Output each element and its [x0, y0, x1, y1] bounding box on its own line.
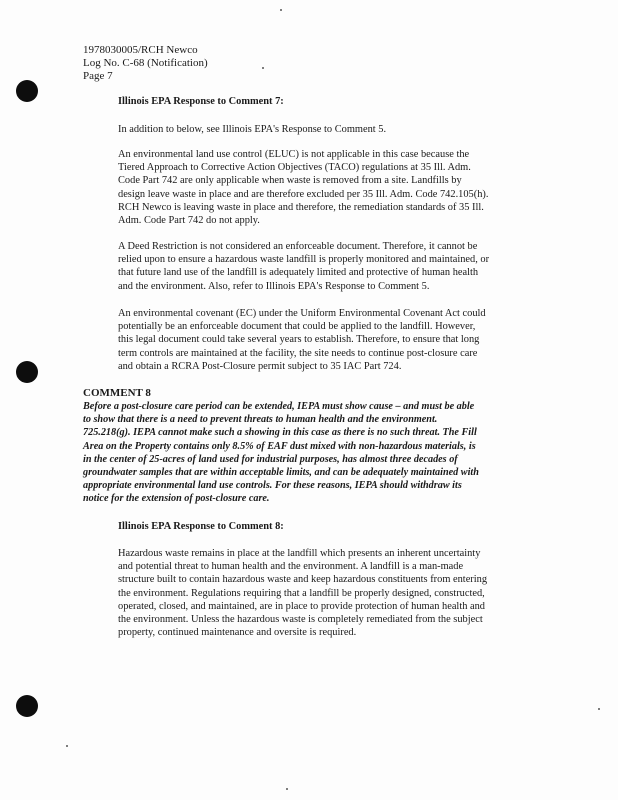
paragraph-text: An environmental covenant (EC) under the Uniform Environmental Covenant Act could potentially be an enforceable document that could be applied to the landfill. However, this legal document could take several years to establish. Therefore, to ensure that long term controls are maintained at the facility, the site needs to continue post-closure care and obtain a RCRA Post-Closure permit subject to 35 IAC Part 724.: [118, 308, 486, 372]
comment-8-text: Before a post-closure care period can be extended, IEPA must show cause – and must be able to show that there is a need to prevent threats to human health and the environment. 725.218(g). IEPA cannot make such a showing in this case as there is no such threat. The Fill Area on the Property contains only 8.5% of EAF dust mixed with non-hazardous materials, is in the center of 25-acres of land used for industrial purposes, has almost three decades of groundwater samples that are within acceptable limits, and can be adequately maintained with appropriate environmental land use controls. For these reasons, IEPA should withdraw its notice for the extension of post-closure care.: [83, 401, 479, 505]
header-page-number: Page 7: [83, 70, 113, 82]
response-7-intro: [118, 123, 598, 136]
scan-speck: [598, 708, 600, 710]
response-8-paragraph: [118, 547, 598, 639]
response-7-intro-text: In addition to below, see Illinois EPA's Response to Comment 5.: [118, 124, 387, 135]
response-8-heading: Illinois EPA Response to Comment 8:: [118, 521, 284, 532]
response-7-paragraph-eluc: [118, 148, 598, 227]
comment-8-body: [83, 400, 598, 506]
punch-hole-top: [16, 80, 38, 102]
response-7-paragraph-covenant: [118, 307, 598, 373]
paragraph-text: An environmental land use control (ELUC) is not applicable in this case because the Tiered Approach to Corrective Action Objectives (TACO) regulations at 35 Ill. Adm. Code Part 742 are only applicable when waste is removed from a site. Landfills by design leave waste in place and are therefore excluded per 35 Ill. Adm. Code 742.105(h). RCH Newco is leaving waste in place and therefore, the remediation standards of 35 Ill. Adm. Code Part 742 do not apply.: [118, 149, 489, 227]
header-log-number: Log No. C-68 (Notification): [83, 57, 208, 69]
scan-speck: [66, 745, 68, 747]
scan-speck: [280, 9, 282, 11]
punch-hole-bottom: [16, 695, 38, 717]
document-header: [83, 44, 208, 83]
response-7-heading: Illinois EPA Response to Comment 7:: [118, 96, 284, 107]
paragraph-text: A Deed Restriction is not considered an enforceable document. Therefore, it cannot be relied upon to ensure a hazardous waste landfill is properly monitored and maintained, or that future land use of the landfill is adequately limited and protective of human health and the environment. Also, refer to Illinois EPA's Response to Comment 5.: [118, 241, 490, 292]
scan-speck: [262, 67, 264, 69]
punch-hole-middle: [16, 361, 38, 383]
response-7-paragraph-deed-restriction: [118, 240, 598, 293]
comment-8-title: COMMENT 8: [83, 387, 151, 399]
paragraph-text: Hazardous waste remains in place at the landfill which presents an inherent uncertainty and potential threat to human health and the environment. A landfill is a man-made structure built to contain hazardous waste and keep hazardous constituents from entering the environment. Regulations requiring that a landfill be properly designed, constructed, operated, closed, and maintained, are in place to provide protection of human health and the environment. Unless the hazardous waste is completely remediated from the subject property, continued maintenance and oversite is required.: [118, 548, 488, 639]
scan-speck: [286, 788, 288, 790]
header-docket-number: 1978030005/RCH Newco: [83, 44, 198, 56]
